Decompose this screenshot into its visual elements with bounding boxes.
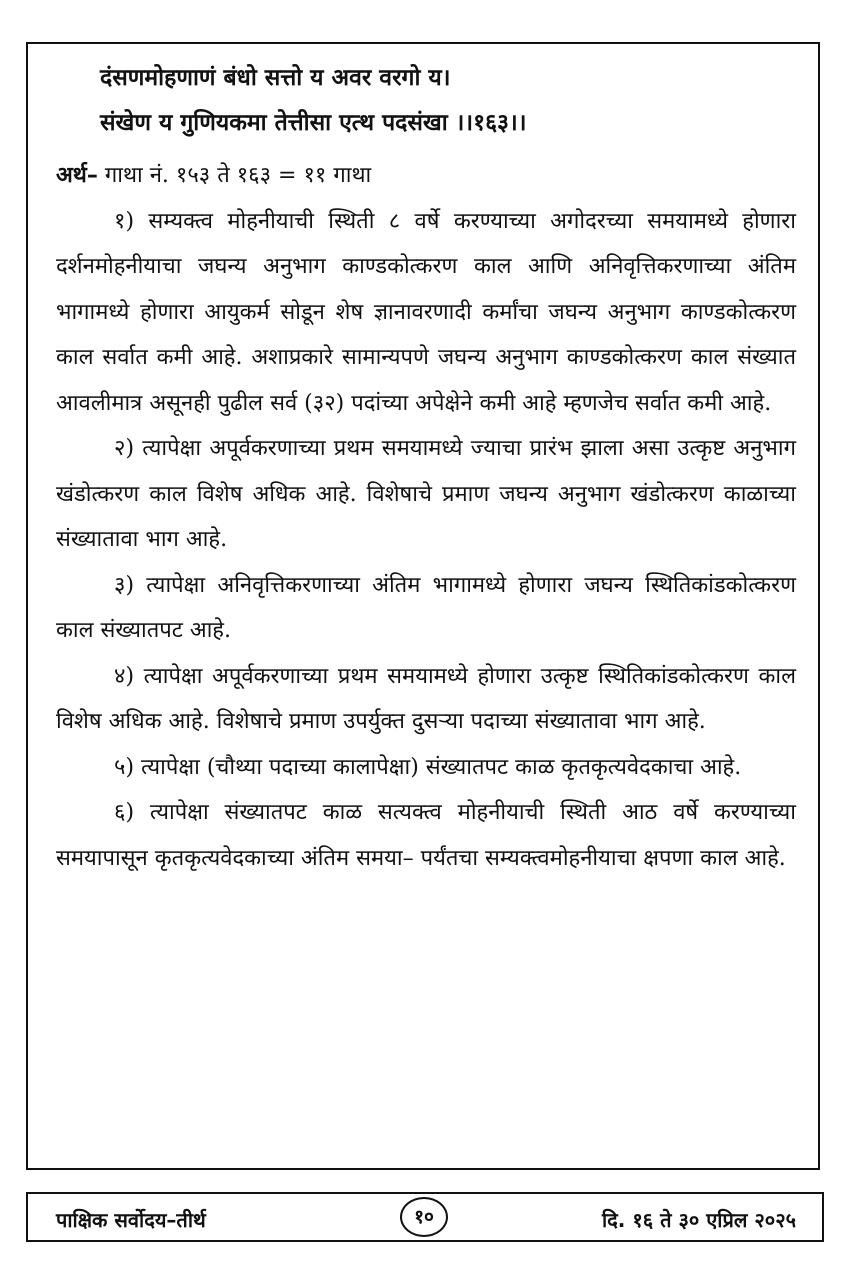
- paragraph-4: ४) त्यापेक्षा अपूर्वकरणाच्या प्रथम समयामध्ये होणारा उत्कृष्ट स्थितिकांडकोत्करण काल विशेष अधिक आहे. विशेषाचे प्रमाण उपर्युक्त दुसऱ्या पदाच्या संख्यातावा भाग आहे.: [56, 663, 796, 734]
- paragraph-1: १) सम्यक्त्व मोहनीयाची स्थिती ८ वर्षे करण्याच्या अगोदरच्या समयामध्ये होणारा दर्शनमोहनीयाचा जघन्य अनुभाग काण्डकोत्करण काल आणि अनिवृत्तिकरणाच्या अंतिम भागामध्ये होणारा आयुकर्म सोडून शेष ज्ञानावरणादी कर्मांचा जघन्य अनुभाग काण्डकोत्करण काल सर्वात कमी आहे. अशाप्रकारे सामान्यपणे जघन्य अनुभाग काण्डकोत्करण काल संख्यात आवलीमात्र असूनही पुढील सर्व (३२) पदांच्या अपेक्षेने कमी आहे म्हणजेच सर्वात कमी आहे.: [56, 208, 796, 416]
- page-number: १०: [400, 1197, 448, 1237]
- meaning-text: गाथा नं. १५३ ते १६३ = ११ गाथा: [97, 163, 372, 188]
- paragraph-5: ५) त्यापेक्षा (चौथ्या पदाच्या कालापेक्षा) संख्यातपट काळ कृतकृत्यवेदकाचा आहे.: [114, 754, 742, 780]
- verse-line-1: दंसणमोहणाणं बंधो सत्तो य अवर वरगो य।: [100, 65, 451, 91]
- paragraph-2: २) त्यापेक्षा अपूर्वकरणाच्या प्रथम समयामध्ये ज्याचा प्रारंभ झाला असा उत्कृष्ट अनुभाग खंडोत्करण काल विशेष अधिक आहे. विशेषाचे प्रमाण जघन्य अनुभाग खंडोत्करण काळाच्या संख्यातावा भाग आहे.: [56, 436, 796, 552]
- commentary-body: [56, 153, 796, 881]
- page-footer: [26, 1192, 824, 1242]
- verse-line-2: संखेण य गुणियकमा तेत्तीसा एत्थ पदसंखा ।।१६३।।: [100, 110, 527, 136]
- publication-name: पाक्षिक सर्वोदय–तीर्थ: [56, 1208, 206, 1232]
- paragraph-3: ३) त्यापेक्षा अनिवृत्तिकरणाच्या अंतिम भागामध्ये होणारा जघन्य स्थितिकांडकोत्करण काल संख्यातपट आहे.: [56, 572, 796, 643]
- paragraph-6: ६) त्यापेक्षा संख्यातपट काळ सत्यक्त्व मोहनीयाची स्थिती आठ वर्षे करण्याच्या समयापासून कृतकृत्यवेदकाच्या अंतिम समया– पर्यंतचा सम्यक्त्वमोहनीयाचा क्षपणा काल आहे.: [56, 800, 796, 871]
- meaning-label: अर्थ–: [56, 163, 98, 188]
- issue-date: दि. १६ ते ३० एप्रिल २०२५: [602, 1208, 796, 1232]
- meaning-line: [56, 153, 796, 199]
